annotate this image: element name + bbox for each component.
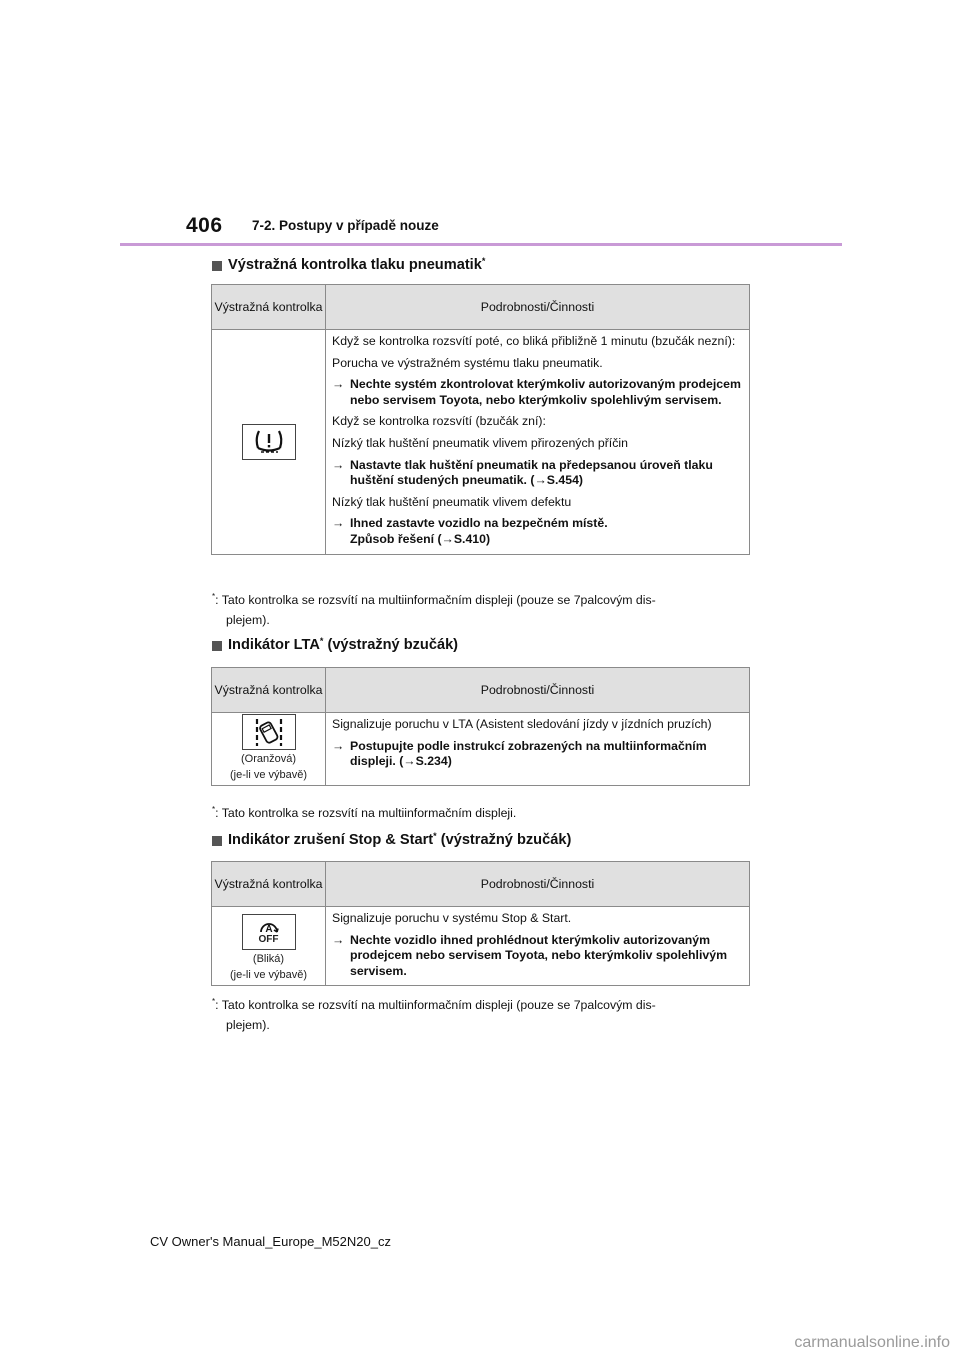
detail-text: Signalizuje poruchu v LTA (Asistent sledování jízdy v jízdních pruzích) — [332, 717, 712, 731]
action-text: Nechte systém zkontrolovat kterýmkoliv autorizovaným prodejcem nebo servisem Toyota, nebo kterýmkoliv spolehlivým servisem. — [350, 377, 741, 407]
tire-pressure-warning-icon — [242, 424, 296, 460]
arrow-icon: → — [332, 932, 345, 947]
col-header-details: Podrobnosti/Činnosti — [326, 668, 750, 713]
action-text: Ihned zastavte vozidlo na bezpečném místě. — [350, 516, 608, 531]
table-row — [212, 713, 750, 786]
action-text: Postupujte podle instrukcí zobrazených na multiinformačním displeji. (→S.234) — [350, 738, 707, 769]
manual-footer: CV Owner's Manual_Europe_M52N20_cz — [150, 1234, 391, 1249]
action-item — [332, 377, 743, 408]
arrow-icon: → — [332, 457, 345, 472]
icon-caption: (je-li ve výbavě) — [229, 768, 308, 781]
footnote-text: plejem). — [226, 1017, 270, 1032]
detail-text: Když se kontrolka rozsvítí (bzučák zní): — [332, 414, 546, 429]
details-cell — [326, 713, 750, 786]
section-title: 7-2. Postupy v případě nouze — [252, 218, 439, 233]
action-text: Způsob řešení (→S.410) — [350, 532, 491, 547]
icon-caption: (Bliká) — [252, 952, 285, 965]
action-item — [332, 739, 743, 770]
stop-start-letter: A — [264, 923, 273, 935]
action-item — [332, 933, 743, 980]
detail-text: Nízký tlak huštění pneumatik vlivem přirozených příčin — [332, 436, 628, 451]
footnote-text: plejem). — [226, 612, 270, 627]
col-header-details: Podrobnosti/Činnosti — [326, 862, 750, 907]
footnote-marker: * — [433, 831, 437, 841]
footnote-stop-start — [212, 996, 752, 1035]
detail-text: Nízký tlak huštění pneumatik vlivem defektu — [332, 494, 572, 509]
icon-caption: (Oranžová) — [240, 753, 297, 765]
footnote-marker: * — [212, 592, 216, 601]
footnote-marker: * — [319, 636, 324, 646]
col-header-warning-light: Výstražná kontrolka — [212, 285, 326, 330]
icon-caption: (je-li ve výbavě) — [229, 968, 308, 981]
col-header-warning-light: Výstražná kontrolka — [212, 668, 326, 713]
detail-text: Signalizuje poruchu v systému Stop & Start. — [332, 911, 572, 925]
table-header-row — [212, 668, 750, 713]
icon-cell — [212, 330, 326, 555]
stop-start-off-label: OFF — [258, 933, 279, 945]
table-header-row — [212, 862, 750, 907]
table-row — [212, 907, 750, 986]
subhead-title: Indikátor zrušení Stop & Start — [228, 832, 434, 848]
arrow-icon: → — [332, 377, 345, 392]
arrow-icon: → — [332, 516, 345, 531]
footnote-lta — [212, 804, 752, 824]
footnote-text: : Tato kontrolka se rozsvítí na multiinformačním displeji. — [215, 806, 517, 821]
details-cell — [326, 907, 750, 986]
details-cell — [326, 330, 750, 555]
table-tire-pressure — [211, 284, 750, 555]
square-bullet-icon — [212, 261, 222, 271]
subhead-lta — [212, 637, 458, 653]
subhead-tire-pressure — [212, 257, 485, 273]
footnote-marker: * — [212, 805, 216, 814]
detail-text: Když se kontrolka rozsvítí poté, co bliká přibližně 1 minutu (bzučák nezní): — [332, 334, 736, 348]
icon-cell — [212, 713, 326, 786]
header-rule — [120, 243, 842, 246]
action-text: Nastavte tlak huštění pneumatik na předepsanou úroveň tlaku huštění studených pneumatik. (→S.454) — [350, 457, 713, 488]
action-text: Nechte vozidlo ihned prohlédnout kterýmkoliv autorizovaným prodejcem nebo servisem Toyota, nebo kterýmkoliv spolehlivým servisem. — [350, 932, 728, 978]
footnote-marker: * — [212, 997, 216, 1006]
subhead-stop-start — [212, 832, 571, 848]
col-header-warning-light: Výstražná kontrolka — [212, 862, 326, 907]
table-header-row — [212, 285, 750, 330]
lane-departure-icon — [242, 714, 296, 750]
footnote-marker: * — [481, 256, 486, 266]
table-stop-start — [211, 861, 750, 986]
stop-start-off-icon — [242, 914, 296, 950]
watermark: carmanualsonline.info — [794, 1334, 950, 1351]
subhead-title: Výstražná kontrolka tlaku pneumatik — [228, 257, 482, 273]
footnote-text: : Tato kontrolka se rozsvítí na multiinformačním displeji (pouze se 7palcovým dis- — [215, 593, 656, 608]
footnote-tire-pressure — [212, 591, 752, 630]
subhead-suffix: (výstražný bzučák) — [436, 832, 572, 848]
square-bullet-icon — [212, 836, 222, 846]
action-item — [332, 516, 743, 547]
arrow-icon: → — [332, 738, 345, 753]
table-row — [212, 330, 750, 555]
icon-cell — [212, 907, 326, 986]
col-header-details: Podrobnosti/Činnosti — [326, 285, 750, 330]
footnote-text: : Tato kontrolka se rozsvítí na multiinformačním displeji (pouze se 7palcovým dis- — [215, 998, 656, 1013]
table-lta — [211, 667, 750, 786]
subhead-suffix: (výstražný bzučák) — [323, 637, 459, 653]
subhead-title: Indikátor LTA — [228, 637, 320, 653]
page-number: 406 — [186, 214, 223, 237]
action-item — [332, 458, 743, 489]
detail-text: Porucha ve výstražném systému tlaku pneumatik. — [332, 355, 603, 370]
square-bullet-icon — [212, 641, 222, 651]
